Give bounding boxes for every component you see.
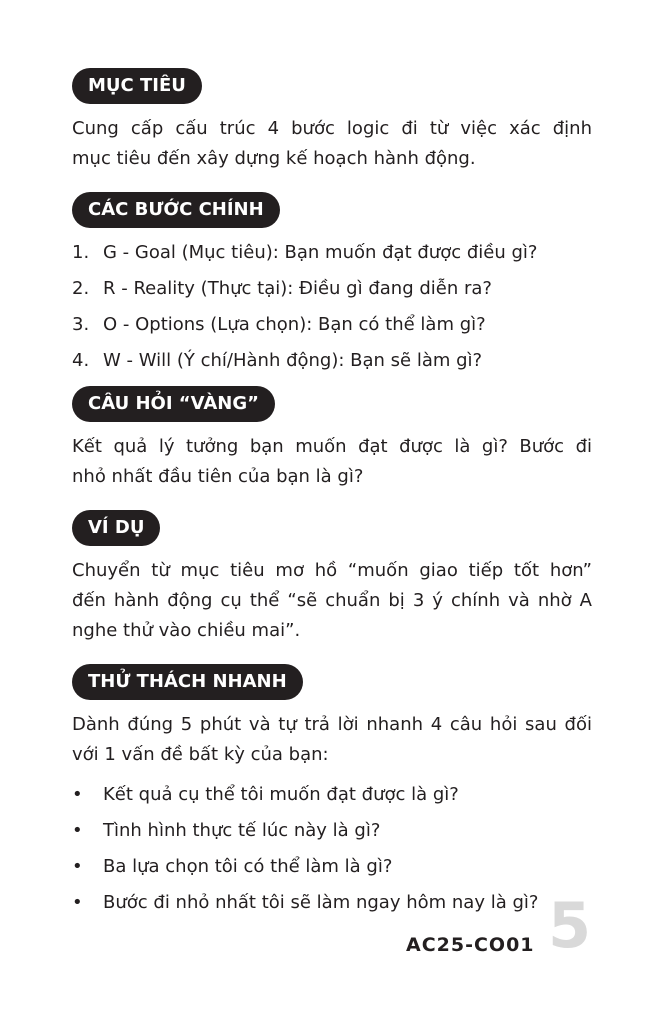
section-heading-vi-du: VÍ DỤ (72, 510, 160, 546)
paragraph-line: mục tiêu đến xây dựng kế hoạch hành động. (72, 148, 476, 169)
paragraph-line: đến hành động cụ thể “sẽ chuẩn bị 3 ý chính và nhờ A (72, 590, 592, 611)
list-item (72, 784, 592, 806)
list-item-text: O - Options (Lựa chọn): Bạn có thể làm gì? (103, 314, 486, 335)
document-code: AC25-CO01 (406, 934, 535, 956)
list-item-number: 3. (72, 314, 90, 335)
bullet-icon: • (72, 856, 83, 877)
section-vi-du (72, 510, 592, 646)
section-paragraph (72, 556, 592, 646)
paragraph-line: Chuyển từ mục tiêu mơ hồ “muốn giao tiếp tốt hơn” (72, 560, 592, 581)
list-item-text: Ba lựa chọn tôi có thể làm là gì? (103, 856, 393, 877)
list-item (72, 350, 592, 372)
bullet-icon: • (72, 820, 83, 841)
list-item-text: Tình hình thực tế lúc này là gì? (103, 820, 381, 841)
paragraph-line: Kết quả lý tưởng bạn muốn đạt được là gì? Bước đi (72, 436, 592, 457)
bullet-icon: • (72, 892, 83, 913)
section-paragraph (72, 710, 592, 770)
list-item (72, 242, 592, 264)
section-muc-tieu (72, 68, 592, 174)
paragraph-line: với 1 vấn đề bất kỳ của bạn: (72, 744, 329, 765)
list-item-text: W - Will (Ý chí/Hành động): Bạn sẽ làm gì? (103, 350, 483, 371)
challenge-list (72, 784, 592, 914)
list-item-number: 4. (72, 350, 90, 371)
list-item-number: 1. (72, 242, 90, 263)
bullet-icon: • (72, 784, 83, 805)
paragraph-line: Dành đúng 5 phút và tự trả lời nhanh 4 câu hỏi sau đối (72, 714, 592, 735)
list-item (72, 820, 592, 842)
list-item-text: R - Reality (Thực tại): Điều gì đang diễn ra? (103, 278, 492, 299)
section-cau-hoi-vang (72, 386, 592, 492)
section-thu-thach-nhanh (72, 664, 592, 914)
section-heading-muc-tieu: MỤC TIÊU (72, 68, 202, 104)
paragraph-line: nhỏ nhất đầu tiên của bạn là gì? (72, 466, 364, 487)
list-item-number: 2. (72, 278, 90, 299)
list-item-text: Kết quả cụ thể tôi muốn đạt được là gì? (103, 784, 459, 805)
section-heading-cau-hoi-vang: CÂU HỎI “VÀNG” (72, 386, 275, 422)
list-item-text: Bước đi nhỏ nhất tôi sẽ làm ngay hôm nay là gì? (103, 892, 539, 913)
section-paragraph (72, 432, 592, 492)
list-item (72, 892, 592, 914)
steps-list (72, 242, 592, 372)
page-content (72, 68, 592, 928)
section-paragraph (72, 114, 592, 174)
list-item (72, 278, 592, 300)
list-item-text: G - Goal (Mục tiêu): Bạn muốn đạt được điều gì? (103, 242, 538, 263)
paragraph-line: Cung cấp cấu trúc 4 bước logic đi từ việc xác định (72, 118, 592, 139)
list-item (72, 856, 592, 878)
section-heading-cac-buoc-chinh: CÁC BƯỚC CHÍNH (72, 192, 280, 228)
section-heading-thu-thach-nhanh: THỬ THÁCH NHANH (72, 664, 303, 700)
list-item (72, 314, 592, 336)
page-number: 5 (548, 889, 592, 962)
section-cac-buoc-chinh (72, 192, 592, 372)
paragraph-line: nghe thử vào chiều mai”. (72, 620, 301, 641)
